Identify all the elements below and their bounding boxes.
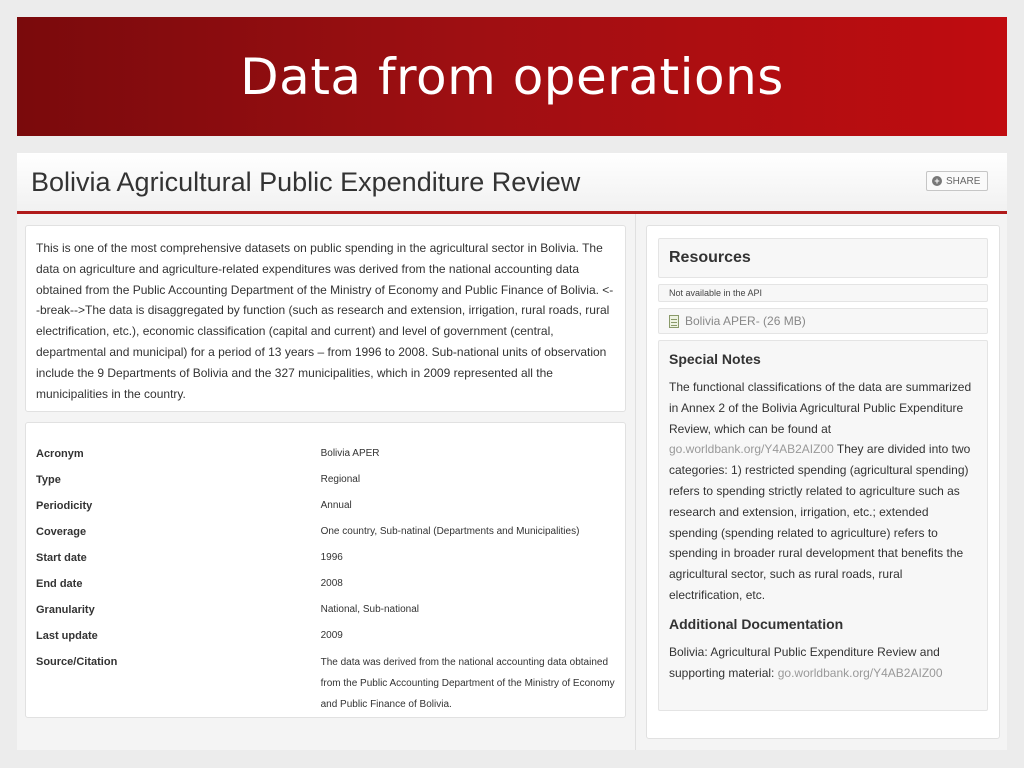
- download-file-link[interactable]: [658, 308, 988, 334]
- metadata-key: Granularity: [36, 604, 95, 616]
- additional-documentation-heading: Additional Documentation: [669, 615, 844, 632]
- column-divider: [635, 214, 636, 750]
- slide-title: Data from operations: [240, 47, 784, 106]
- metadata-row: [36, 441, 615, 467]
- resources-heading: Resources: [669, 249, 751, 266]
- metadata-value: One country, Sub-natinal (Departments and Municipalities): [320, 526, 580, 537]
- special-notes-heading: Special Notes: [669, 351, 761, 367]
- slide-title-banner: [17, 17, 1007, 136]
- special-notes-text-start: The functional classifications of the data are summarized in Annex 2 of the Bolivia Agricultural Public Expenditure Review, which can be found at: [669, 380, 972, 436]
- share-button[interactable]: [926, 171, 988, 191]
- share-label: SHARE: [946, 175, 981, 187]
- additional-documentation-text: [669, 642, 977, 684]
- description-card: [25, 225, 626, 412]
- metadata-key: Source/Citation: [36, 656, 118, 668]
- main-content: [25, 225, 626, 718]
- metadata-table: [25, 422, 626, 718]
- metadata-value: 1996: [320, 552, 343, 563]
- metadata-row: [36, 571, 615, 597]
- dataset-description: This is one of the most comprehensive datasets on public spending in the agricultural sector in Bolivia. The data on agriculture and agriculture-related expenditures was derived from the national accounting data obtained from the Public Accounting Department of the Ministry of Economy and Public Finance of Bolivia. <--break-->The data is disaggregated by function (such as research and extension, irrigation, rural roads, rural electrification, etc.), economic classification (capital and current) and level of government (central, departmental and municipal) for a period of 13 years – from 1996 to 2008. Sub-national units of observation include the 9 Departments of Bolivia and the 327 municipalities, which in 2009 represented all the municipalities in the country.: [36, 241, 614, 401]
- metadata-value: 2008: [320, 578, 343, 589]
- metadata-key: Type: [36, 474, 61, 486]
- metadata-row: [36, 623, 615, 649]
- metadata-row: [36, 467, 615, 493]
- metadata-value: Regional: [320, 474, 361, 485]
- metadata-row: [36, 597, 615, 623]
- resources-panel: [658, 238, 988, 278]
- file-link-label: Bolivia APER- (26 MB): [685, 314, 806, 328]
- metadata-key: Start date: [36, 552, 87, 564]
- metadata-row: [36, 545, 615, 571]
- metadata-value: 2009: [320, 630, 343, 641]
- page-header: [17, 153, 1007, 214]
- document-icon: [669, 315, 679, 328]
- metadata-row: [36, 493, 615, 519]
- metadata-key: Acronym: [36, 448, 84, 460]
- special-notes-text: [669, 377, 977, 606]
- notes-panel: [658, 340, 988, 711]
- metadata-key: End date: [36, 578, 83, 590]
- metadata-row: [36, 649, 615, 715]
- metadata-key: Last update: [36, 630, 98, 642]
- metadata-value: Bolivia APER: [320, 448, 380, 459]
- dataset-page-screenshot: [17, 153, 1007, 750]
- plus-circle-icon: +: [932, 176, 942, 186]
- additional-documentation-link[interactable]: go.worldbank.org/Y4AB2AIZ00: [777, 665, 943, 680]
- special-notes-link[interactable]: go.worldbank.org/Y4AB2AIZ00: [669, 442, 834, 457]
- api-availability-note: Not available in the API: [658, 284, 988, 302]
- metadata-value: National, Sub-national: [320, 604, 419, 615]
- page-title: Bolivia Agricultural Public Expenditure Review: [31, 167, 581, 197]
- metadata-key: Periodicity: [36, 500, 93, 512]
- metadata-value: The data was derived from the national accounting data obtained from the Public Accounting Department of the Ministry of Economy and Public Finance of Bolivia.: [320, 657, 615, 710]
- metadata-value: Annual: [320, 500, 352, 511]
- metadata-key: Coverage: [36, 526, 87, 538]
- metadata-row: [36, 519, 615, 545]
- sidebar: [646, 225, 1000, 739]
- additional-documentation-text-start: Bolivia: Agricultural Public Expenditure Review and supporting material:: [669, 644, 940, 680]
- special-notes-text-end: They are divided into two categories: 1) restricted spending (agricultural spending) refers to spending strictly related to agriculture such as research and extension, irrigation, etc.; extended spending (spending related to agriculture) refers to spending in broader rural development that benefits the agricultural sector, such as rural roads, rural electrification, etc.: [669, 442, 971, 602]
